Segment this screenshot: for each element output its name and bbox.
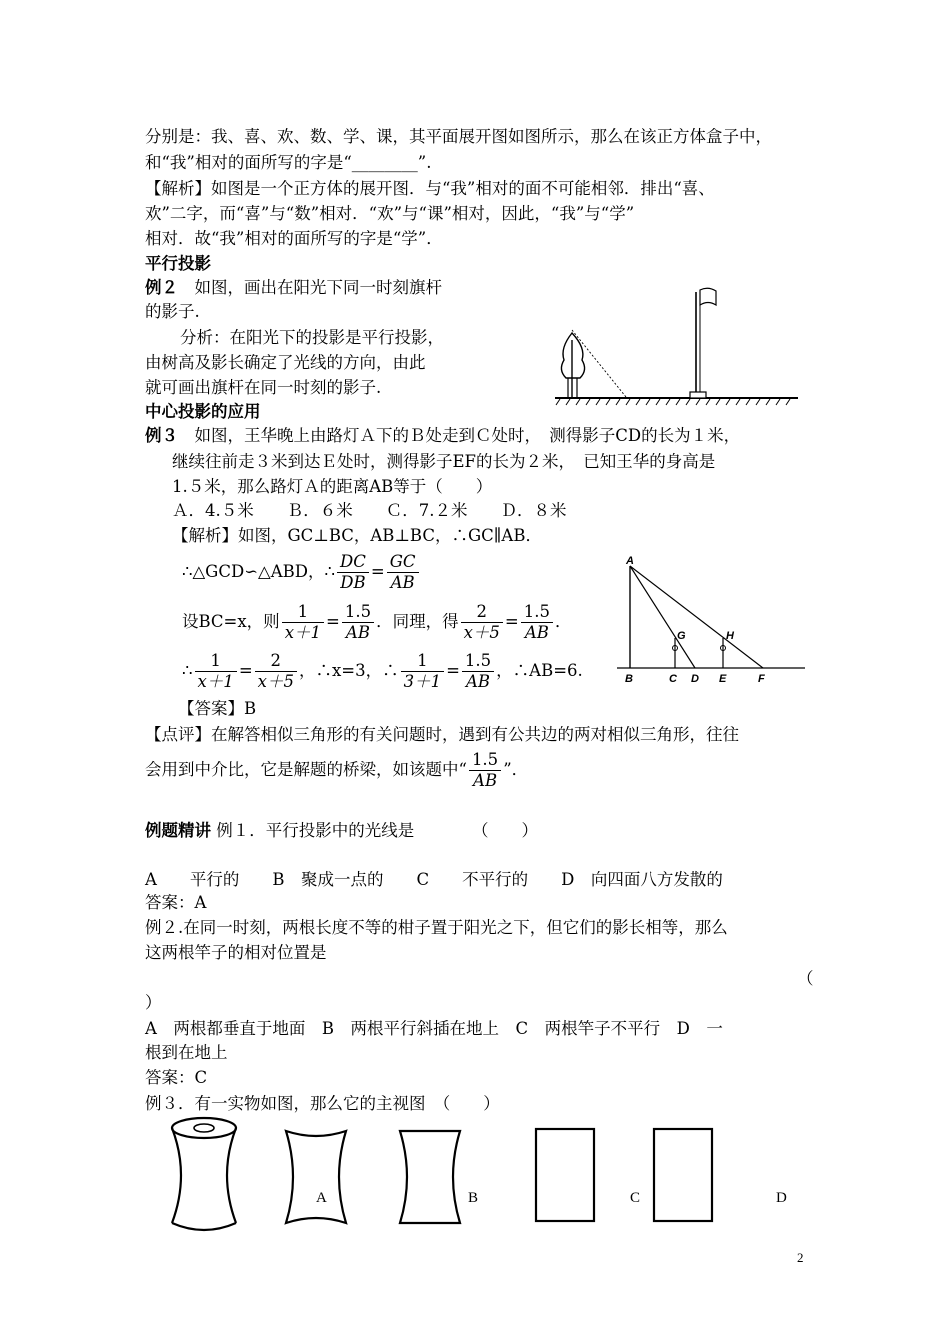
- answer-paren-open: （: [797, 969, 814, 988]
- formula-text: ，∴x=3，∴: [298, 661, 399, 680]
- streetlight-geometry-figure: [615, 556, 810, 688]
- option-d-shape: [654, 1129, 712, 1221]
- formula-text: ．同理，得: [376, 612, 459, 631]
- numerator: 2: [461, 602, 503, 623]
- text-line: [145, 425, 740, 447]
- text-line: 这两根竿子的相对位置是: [145, 943, 327, 962]
- denominator: DB: [340, 573, 366, 592]
- equals-sign: =: [446, 661, 460, 680]
- fraction: [387, 552, 419, 593]
- example-label: 例３: [145, 426, 178, 445]
- answer-line: 答案：A: [145, 893, 207, 912]
- denominator: 3＋1: [403, 672, 442, 691]
- point-label-d: D: [691, 673, 699, 685]
- options-line: A 平行的 B 聚成一点的 C 不平行的 D 向四面八方发散的: [145, 870, 723, 889]
- text-line: 例２.在同一时刻，两根长度不等的柑子置于阳光之下，但它们的影长相等，那么: [145, 918, 728, 937]
- formula-line: [145, 750, 528, 791]
- formula-text: 设BC=x，则: [182, 612, 280, 631]
- formula-text: 会用到中介比，它是解题的桥梁，如该题中“: [145, 760, 467, 779]
- equals-sign: =: [370, 562, 385, 581]
- formula-line: [182, 552, 421, 593]
- options-line: A 两根都垂直于地面 B 两根平行斜插在地上 C 两根竿子不平行 D 一: [145, 1019, 723, 1038]
- answer-line: 【答案】B: [178, 699, 257, 718]
- section-heading: 平行投影: [145, 254, 211, 273]
- text-line: 【解析】如图是一个正方体的展开图．与“我”相对的面不可能相邻．排出“喜、: [145, 179, 715, 198]
- denominator: x＋5: [257, 672, 294, 691]
- option-b-shape: [400, 1131, 460, 1223]
- option-c-shape: [536, 1129, 594, 1221]
- numerator: 1: [195, 651, 237, 672]
- numerator: 1: [282, 602, 324, 623]
- formula-text: ∴△GCD∽△ABD，∴: [182, 562, 336, 581]
- text-line: 由树高及影长确定了光线的方向，由此: [145, 353, 426, 372]
- equals-sign: =: [238, 661, 253, 680]
- numerator: DC: [337, 552, 369, 573]
- therefore-sign: ∴: [182, 661, 193, 680]
- formula-text: ，∴AB=6.: [496, 661, 583, 680]
- flagpole-icon: [690, 288, 716, 398]
- question-text: 例１．平行投影中的光线是 （ ）: [216, 821, 538, 840]
- option-a-shape: [286, 1131, 346, 1223]
- answer-paren-close: ）: [145, 993, 162, 1012]
- fraction: [461, 602, 503, 643]
- example-label: 例２: [145, 278, 178, 297]
- period: ．: [554, 612, 572, 631]
- text-line: 分别是：我、喜、欢、数、学、课，其平面展开图如图所示，那么在该正方体盒子中，: [145, 127, 772, 146]
- formula-line: [182, 651, 583, 692]
- sun-ray: [572, 330, 626, 397]
- numerator: 1.5: [469, 750, 501, 771]
- point-label-b: B: [625, 673, 633, 685]
- equals-sign: =: [504, 612, 519, 631]
- text-line: 就可画出旗杆在同一时刻的影子.: [145, 378, 382, 397]
- fraction: [469, 750, 501, 791]
- numerator: 1.5: [342, 602, 374, 623]
- formula-line: [182, 602, 571, 643]
- denominator: AB: [390, 573, 415, 592]
- point-label-e: E: [719, 673, 727, 685]
- point-label-h: H: [726, 630, 734, 642]
- denominator: x＋1: [284, 623, 321, 642]
- example-text: 如图，王华晚上由路灯Ａ下的Ｂ处走到Ｃ处时， 测得影子CD的长为１米，: [178, 426, 741, 445]
- options-line: 根到在地上: [145, 1043, 228, 1062]
- fraction: [462, 651, 494, 692]
- equals-sign: =: [326, 612, 340, 631]
- denominator: AB: [524, 623, 549, 642]
- fraction: [337, 552, 369, 593]
- denominator: AB: [345, 623, 370, 642]
- option-label-b: B: [468, 1190, 479, 1206]
- text-line: [145, 277, 442, 299]
- page-number: 2: [797, 1250, 804, 1265]
- numerator: 1.5: [521, 602, 553, 623]
- numerator: 2: [255, 651, 297, 672]
- denominator: x＋5: [463, 623, 500, 642]
- fraction: [282, 602, 324, 643]
- point-label-g: G: [677, 630, 686, 642]
- text-line: 继续往前走３米到达Ｅ处时，测得影子EF的长为２米， 已知王华的身高是: [172, 452, 716, 471]
- option-label-a: A: [316, 1190, 327, 1206]
- answer-line: 答案：C: [145, 1068, 208, 1087]
- view-options-figure: [160, 1115, 800, 1235]
- text-line: 欢”二字，而“喜”与“数”相对．“欢”与“课”相对，因此，“我”与“学”: [145, 204, 635, 223]
- numerator: 1: [401, 651, 445, 672]
- fraction: [401, 651, 445, 692]
- denominator: x＋1: [197, 672, 234, 691]
- example-text: 如图，画出在阳光下同一时刻旗杆: [178, 278, 442, 297]
- option-label-c: C: [630, 1190, 641, 1206]
- fraction: [255, 651, 297, 692]
- text-line: 的影子.: [145, 302, 200, 321]
- denominator: AB: [473, 771, 498, 790]
- tree-flagpole-figure: [550, 278, 800, 410]
- point-label-a: A: [626, 556, 634, 567]
- fraction: [195, 651, 237, 692]
- fraction: [521, 602, 553, 643]
- point-label-c: C: [669, 673, 677, 685]
- options-line: Ａ．4.５米 Ｂ．６米 Ｃ．7.２米 Ｄ．８米: [172, 501, 567, 520]
- numerator: 1.5: [462, 651, 494, 672]
- formula-text: ”．: [503, 760, 529, 779]
- text-line: 分析：在阳光下的投影是平行投影，: [180, 328, 444, 347]
- text-line: 1.５米，那么路灯Ａ的距离AB等于（ ）: [172, 477, 493, 496]
- text-line: 【点评】在解答相似三角形的有关问题时，遇到有公共边的两对相似三角形，往往: [145, 725, 739, 744]
- section-heading: 例题精讲: [145, 821, 211, 840]
- fraction: [342, 602, 374, 643]
- text-line: [145, 820, 538, 842]
- option-label-d: D: [776, 1190, 787, 1206]
- denominator: AB: [466, 672, 491, 691]
- solid-object-icon: [172, 1118, 236, 1230]
- text-line: 例３．有一实物如图，那么它的主视图 （ ）: [145, 1094, 500, 1113]
- text-line: 【解析】如图，GC⊥BC，AB⊥BC，∴GC∥AB．: [172, 526, 542, 545]
- text-line: 和“我”相对的面所写的字是“________”.: [145, 153, 432, 172]
- text-line: 相对．故“我”相对的面所写的字是“学”．: [145, 229, 443, 248]
- tree-icon: [561, 333, 584, 397]
- numerator: GC: [387, 552, 419, 573]
- point-label-f: F: [758, 673, 765, 685]
- section-heading: 中心投影的应用: [145, 402, 261, 421]
